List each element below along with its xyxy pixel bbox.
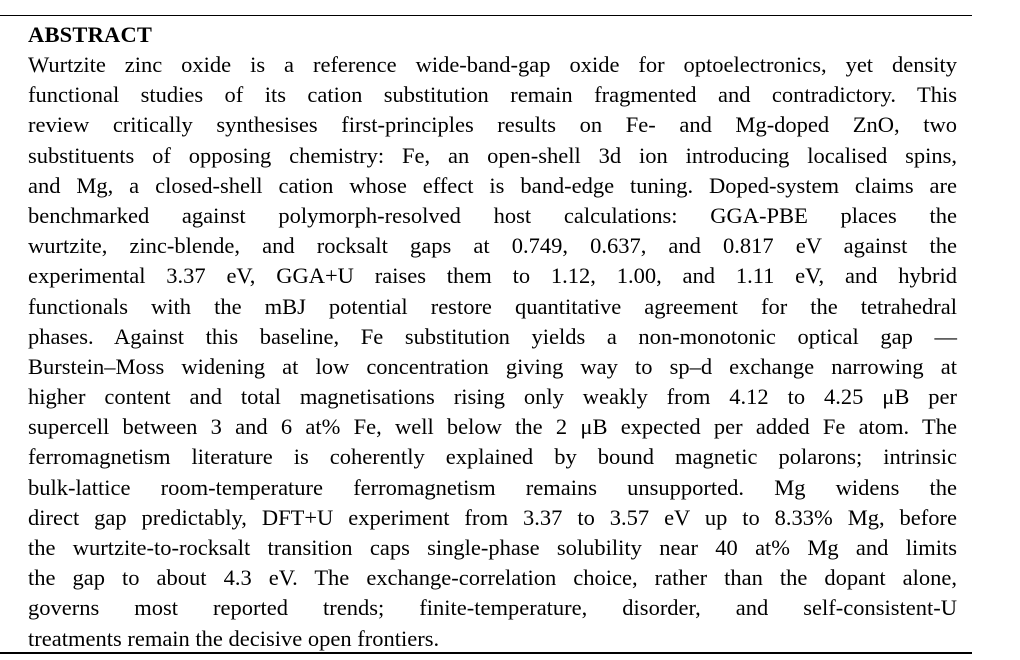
- abstract-line: direct gap predictably, DFT+U experiment from 3.37 to 3.57 eV up to 8.33% Mg, before: [28, 504, 957, 530]
- abstract-section: [28, 20, 957, 654]
- abstract-line: substituents of opposing chemistry: Fe, an open-shell 3d ion introducing localised spins,: [28, 142, 957, 168]
- abstract-line: functionals with the mBJ potential restore quantitative agreement for the tetrahedral: [28, 293, 957, 319]
- abstract-line: bulk-lattice room-temperature ferromagnetism remains unsupported. Mg widens the: [28, 474, 957, 500]
- abstract-line: benchmarked against polymorph-resolved host calculations: GGA-PBE places the: [28, 202, 957, 228]
- abstract-line: Burstein–Moss widening at low concentration giving way to sp–d exchange narrowing at: [28, 353, 957, 379]
- abstract-heading: ABSTRACT: [28, 22, 153, 47]
- abstract-line: experimental 3.37 eV, GGA+U raises them to 1.12, 1.00, and 1.11 eV, and hybrid: [28, 263, 957, 289]
- abstract-line: the wurtzite-to-rocksalt transition caps single-phase solubility near 40 at% Mg and limits: [28, 535, 957, 560]
- abstract-line: higher content and total magnetisations rising only weakly from 4.12 to 4.25 μB per: [28, 384, 957, 410]
- abstract-line: supercell between 3 and 6 at% Fe, well below the 2 μB expected per added Fe atom. The: [28, 414, 957, 440]
- abstract-line: treatments remain the decisive open frontiers.: [28, 625, 440, 651]
- bottom-rule: [0, 652, 972, 654]
- abstract-line: functional studies of its cation substitution remain fragmented and contradictory. This: [28, 82, 957, 108]
- top-rule: [0, 15, 972, 16]
- abstract-line: review critically synthesises first-principles results on Fe- and Mg-doped ZnO, two: [28, 112, 957, 138]
- abstract-line: the gap to about 4.3 eV. The exchange-correlation choice, rather than the dopant alone,: [28, 565, 957, 591]
- abstract-line: wurtzite, zinc-blende, and rocksalt gaps at 0.749, 0.637, and 0.817 eV against the: [28, 233, 957, 259]
- abstract-body: [28, 50, 957, 654]
- abstract-line: governs most reported trends; finite-temperature, disorder, and self-consistent-U: [28, 595, 957, 621]
- abstract-line: ferromagnetism literature is coherently explained by bound magnetic polarons; intrinsic: [28, 444, 957, 470]
- abstract-line: phases. Against this baseline, Fe substitution yields a non-monotonic optical gap —: [28, 323, 957, 349]
- abstract-line: and Mg, a closed-shell cation whose effect is band-edge tuning. Doped-system claims are: [28, 172, 957, 198]
- abstract-line: Wurtzite zinc oxide is a reference wide-band-gap oxide for optoelectronics, yet density: [28, 52, 957, 77]
